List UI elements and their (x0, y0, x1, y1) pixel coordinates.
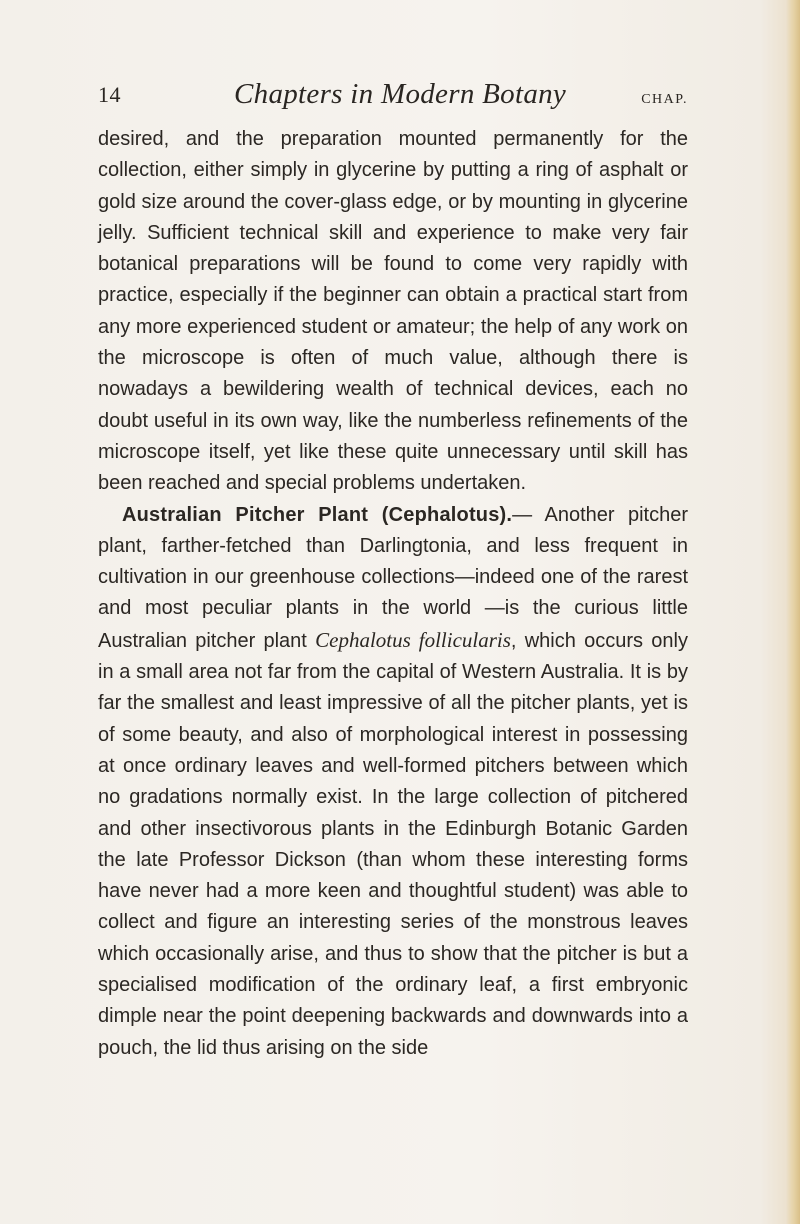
paragraph-text: — Another pitcher plant, farther-fetched than Darlingtonia, and less frequent in cultivation in our greenhouse collections—indeed one of the rarest and most peculiar plants in the world —is the curious little Australian pitcher plant (98, 503, 689, 652)
paragraph: desired, and the preparation mounted permanently for the collection, either simply in glycerine by putting a ring of asphalt or gold size around the cover-glass edge, or by mounting in glycerine jelly. Sufficient technical skill and experience to make very fair botanical preparations will be found to come very rapidly with practice, especially if the beginner can obtain a practical start from any more experienced student or amateur; the help of any work on the microscope is often of much value, although there is nowadays a bewildering wealth of technical devices, each no doubt useful in its own way, like the numberless refinements of the microscope itself, yet like these quite unnecessary until skill has been reached and special problems undertaken. (98, 128, 688, 495)
page-header (98, 78, 688, 118)
chapter-label: CHAP. (641, 92, 688, 107)
paragraph (98, 500, 688, 1064)
species-name: Cephalotus follicularis (315, 627, 511, 652)
paragraph-text: , which occurs only in a small area not far from the capital of Western Australia. It is by far the smallest and least impressive of all the pitcher plants, yet is of some beauty, and also of morphological interest in possessing at once ordinary leaves and well-formed pitchers between which no gradations normally exist. In the large collection of pitchered and other insectivorous plants in the Edinburgh Botanic Garden the late Professor Dickson (than whom these interesting forms have never had a more keen and thoughtful student) was able to collect and figure an interesting series of the monstrous leaves which occasionally arise, and thus to show that the pitcher is but a specialised modification of the ordinary leaf, a first embryonic dimple near the point deepening backwards and downwards into a pouch, the lid thus arising on the side (98, 629, 688, 1059)
section-heading: Australian Pitcher Plant (Cephalotus). (122, 503, 513, 526)
page-number: 14 (98, 82, 121, 107)
page-edge (786, 0, 800, 1224)
running-title: Chapters in Modern Botany (234, 78, 567, 110)
body-text (98, 124, 688, 1064)
